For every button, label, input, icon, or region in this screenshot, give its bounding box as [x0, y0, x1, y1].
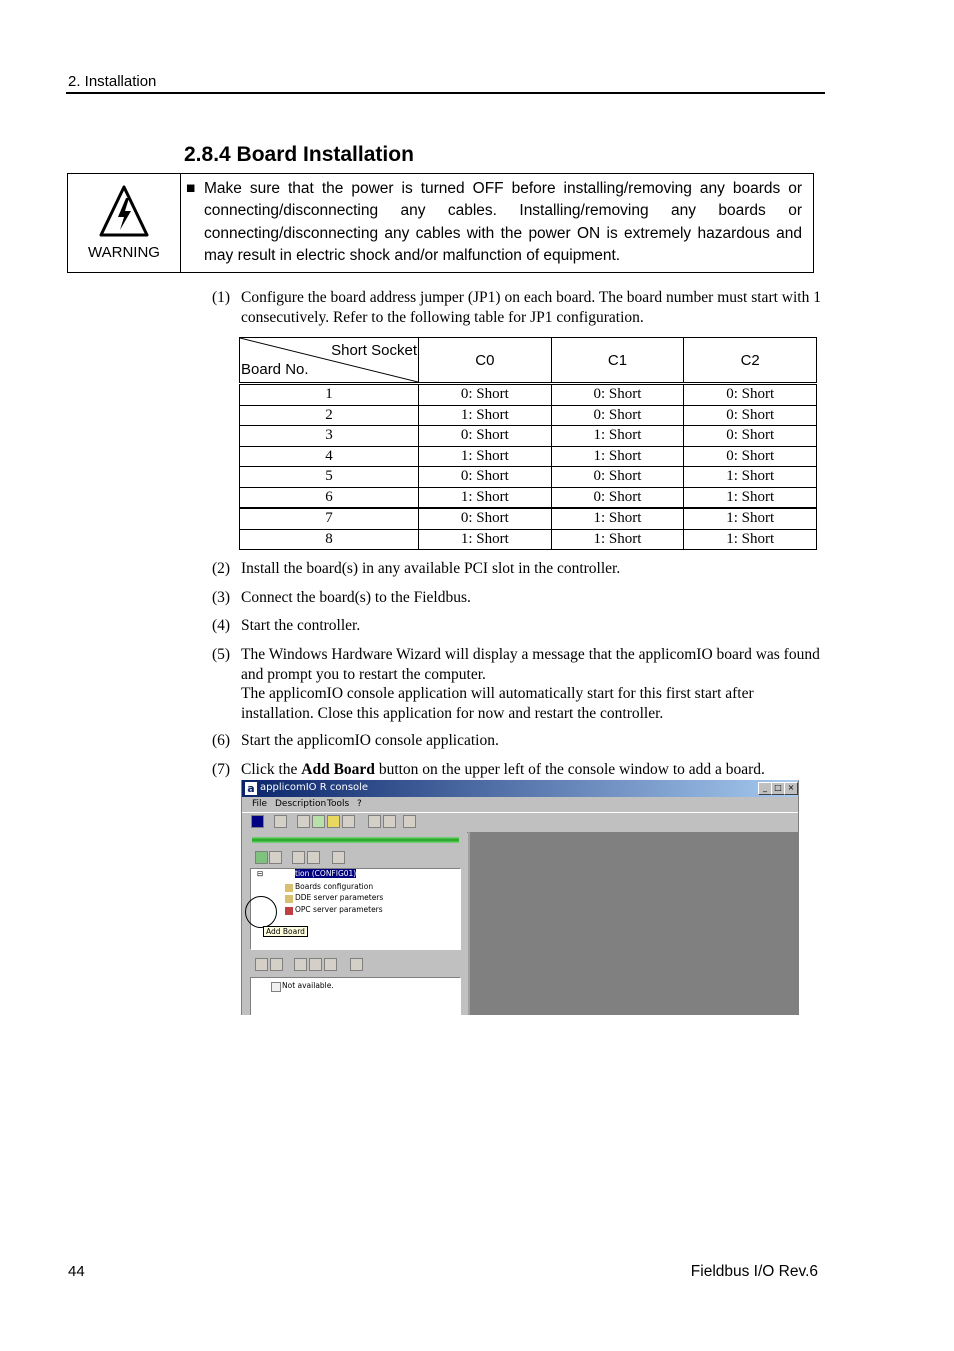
- table-cell: 1: Short: [551, 529, 684, 550]
- board-icon[interactable]: [312, 815, 325, 828]
- app-icon: a: [245, 782, 257, 795]
- warning-box: [67, 173, 814, 273]
- header-rule: [66, 92, 825, 94]
- table-cell: 6: [240, 487, 419, 508]
- minimize-button[interactable]: _: [758, 782, 772, 795]
- step-text-group: [241, 645, 821, 723]
- table-cell: 1: Short: [419, 487, 552, 508]
- table-cell: 0: Short: [551, 405, 684, 426]
- window-title-bar: [242, 780, 798, 797]
- paste-icon[interactable]: [307, 851, 320, 864]
- step-5: [212, 645, 822, 725]
- tree-item-dde[interactable]: DDE server parameters: [295, 893, 384, 902]
- details-list[interactable]: [250, 977, 461, 1015]
- table-cell: 0: Short: [684, 426, 817, 447]
- step-text: The Windows Hardware Wizard will display a message that the applicomIO board was found and prompt you to restart the computer.: [241, 646, 820, 683]
- print-icon[interactable]: [274, 815, 287, 828]
- warning-icon-cell: [68, 174, 181, 272]
- step-7: [212, 760, 822, 780]
- step-text-after: button on the upper left of the console window to add a board.: [374, 761, 765, 778]
- table-cell: 0: Short: [684, 446, 817, 467]
- copy-icon[interactable]: [292, 851, 305, 864]
- table-cell: 1: Short: [684, 467, 817, 488]
- properties-icon[interactable]: [332, 851, 345, 864]
- tree-item-boards[interactable]: Boards configuration: [295, 882, 374, 891]
- corner-label-short-socket: Short Socket: [331, 342, 417, 359]
- list-item: Not available.: [282, 981, 334, 990]
- maximize-button[interactable]: □: [771, 782, 785, 795]
- table-cell: 1: Short: [684, 529, 817, 550]
- table-cell: 1: Short: [419, 446, 552, 467]
- step-text: [241, 760, 821, 780]
- table-row: [240, 467, 817, 488]
- save-icon[interactable]: [251, 815, 264, 828]
- table-cell: 0: Short: [551, 384, 684, 406]
- table-row: [240, 426, 817, 447]
- step-text: Start the controller.: [241, 617, 361, 634]
- table-cell: 4: [240, 446, 419, 467]
- add-board-bold: Add Board: [301, 761, 375, 778]
- table-row: [240, 508, 817, 529]
- table-cell: 5: [240, 467, 419, 488]
- table-row: [240, 384, 817, 406]
- table-cell: 0: Short: [684, 405, 817, 426]
- step-number: (1): [212, 289, 231, 306]
- list-tool-icon[interactable]: [255, 958, 268, 971]
- section-title: 2.8.4 Board Installation: [184, 143, 414, 166]
- table-cell: 1: Short: [684, 508, 817, 529]
- table-cell: 0: Short: [551, 487, 684, 508]
- column-header: C2: [684, 338, 817, 384]
- tree-item-opc[interactable]: OPC server parameters: [295, 905, 383, 914]
- column-header: C1: [551, 338, 684, 384]
- arrow-right-icon[interactable]: [309, 958, 322, 971]
- table-cell: 1: Short: [551, 426, 684, 447]
- network-icon[interactable]: [327, 815, 340, 828]
- window-title: applicomIO R console: [260, 782, 369, 793]
- diagnostic-icon[interactable]: [342, 815, 355, 828]
- step-number: (5): [212, 646, 231, 663]
- table-cell: 0: Short: [419, 508, 552, 529]
- step-1: [212, 288, 822, 328]
- menu-help[interactable]: ?: [357, 799, 362, 809]
- table-cell: 1: [240, 384, 419, 406]
- tree-root-item[interactable]: tion (CONFIG01): [295, 869, 357, 878]
- close-button[interactable]: ×: [784, 782, 798, 795]
- warning-label: WARNING: [88, 244, 160, 261]
- step-text: Start the applicomIO console application.: [241, 732, 499, 749]
- table-cell: 0: Short: [551, 467, 684, 488]
- table-cell: 1: Short: [551, 446, 684, 467]
- table-cell: 2: [240, 405, 419, 426]
- step-4: [212, 616, 822, 636]
- table-row: [240, 446, 817, 467]
- step-text-continued: The applicomIO console application will automatically start for this first start after installation. Close this application for now and restart the controller.: [241, 685, 754, 722]
- list-tool-icon[interactable]: [294, 958, 307, 971]
- main-toolbar: [242, 812, 798, 833]
- table-cell: 7: [240, 508, 419, 529]
- tool-icon[interactable]: [297, 815, 310, 828]
- window-icon[interactable]: [383, 815, 396, 828]
- step-2: [212, 559, 822, 579]
- menu-description[interactable]: Description: [275, 799, 327, 809]
- highlight-circle: [245, 896, 277, 928]
- running-header: 2. Installation: [68, 73, 157, 90]
- step-text: Configure the board address jumper (JP1) on each board. The board number must start with 1 consecutively. Refer to the following table for JP1 configuration.: [241, 289, 821, 326]
- list-tool-icon[interactable]: [350, 958, 363, 971]
- step-number: (4): [212, 617, 231, 634]
- configuration-tree[interactable]: [250, 868, 461, 950]
- table-cell: 0: Short: [419, 384, 552, 406]
- table-cell: 1: Short: [551, 508, 684, 529]
- opc-icon: [285, 907, 293, 915]
- list-tool-icon[interactable]: [270, 958, 283, 971]
- warning-text: [186, 178, 802, 268]
- step-6: [212, 731, 822, 751]
- step-number: (3): [212, 589, 231, 606]
- step-text-before: Click the: [241, 761, 302, 778]
- boards-icon: [285, 884, 293, 892]
- table-cell: 0: Short: [684, 384, 817, 406]
- table-header-row: [240, 338, 817, 384]
- step-3: [212, 588, 822, 608]
- step-number: (6): [212, 732, 231, 749]
- jp1-configuration-table: [239, 337, 817, 550]
- table-row: [240, 529, 817, 550]
- tree-toolbar: [252, 851, 459, 865]
- electric-shock-warning-icon: [98, 184, 150, 240]
- status-bar-green: [252, 837, 459, 843]
- step-number: (7): [212, 761, 231, 778]
- table-row: [240, 405, 817, 426]
- left-pane: [242, 832, 467, 1015]
- document-icon: [271, 982, 281, 992]
- table-cell: 1: Short: [684, 487, 817, 508]
- step-number: (2): [212, 560, 231, 577]
- table-cell: 1: Short: [419, 405, 552, 426]
- step-text: Connect the board(s) to the Fieldbus.: [241, 589, 471, 606]
- footer-title: Fieldbus I/O Rev.6: [690, 1263, 818, 1280]
- step-text: Install the board(s) in any available PCI slot in the controller.: [241, 560, 621, 577]
- bullet-square-icon: ■: [186, 180, 196, 197]
- table-cell: 0: Short: [419, 426, 552, 447]
- menu-file[interactable]: File: [252, 799, 268, 809]
- right-pane: [468, 832, 798, 1015]
- list-tool-icon[interactable]: [324, 958, 337, 971]
- add-board-tooltip: Add Board: [263, 926, 308, 937]
- page-number: 44: [68, 1263, 85, 1280]
- table-cell: 3: [240, 426, 419, 447]
- table-cell: 1: Short: [419, 529, 552, 550]
- add-board-icon[interactable]: [255, 851, 268, 864]
- warning-body: Make sure that the power is turned OFF before installing/removing any boards or connecting/disconnecting any cables. Installing/removing any boards or connecting/disconnecting any cables with the power ON is extremely hazardous and may result in electric shock and/or malfunction of equipment.: [204, 180, 802, 265]
- list-toolbar: [252, 958, 459, 972]
- table-corner-cell: [240, 338, 419, 384]
- dde-icon: [285, 895, 293, 903]
- column-header: C0: [419, 338, 552, 384]
- remove-board-icon[interactable]: [269, 851, 282, 864]
- view-icon[interactable]: [368, 815, 381, 828]
- table-cell: 8: [240, 529, 419, 550]
- corner-label-board-no: Board No.: [241, 361, 309, 378]
- tree-expander[interactable]: ⊟: [257, 869, 264, 878]
- console-screenshot: [241, 780, 799, 1015]
- table-cell: 0: Short: [419, 467, 552, 488]
- table-row: [240, 487, 817, 508]
- help-icon[interactable]: [403, 815, 416, 828]
- menu-tools[interactable]: Tools: [327, 799, 350, 809]
- menu-bar: [242, 797, 798, 812]
